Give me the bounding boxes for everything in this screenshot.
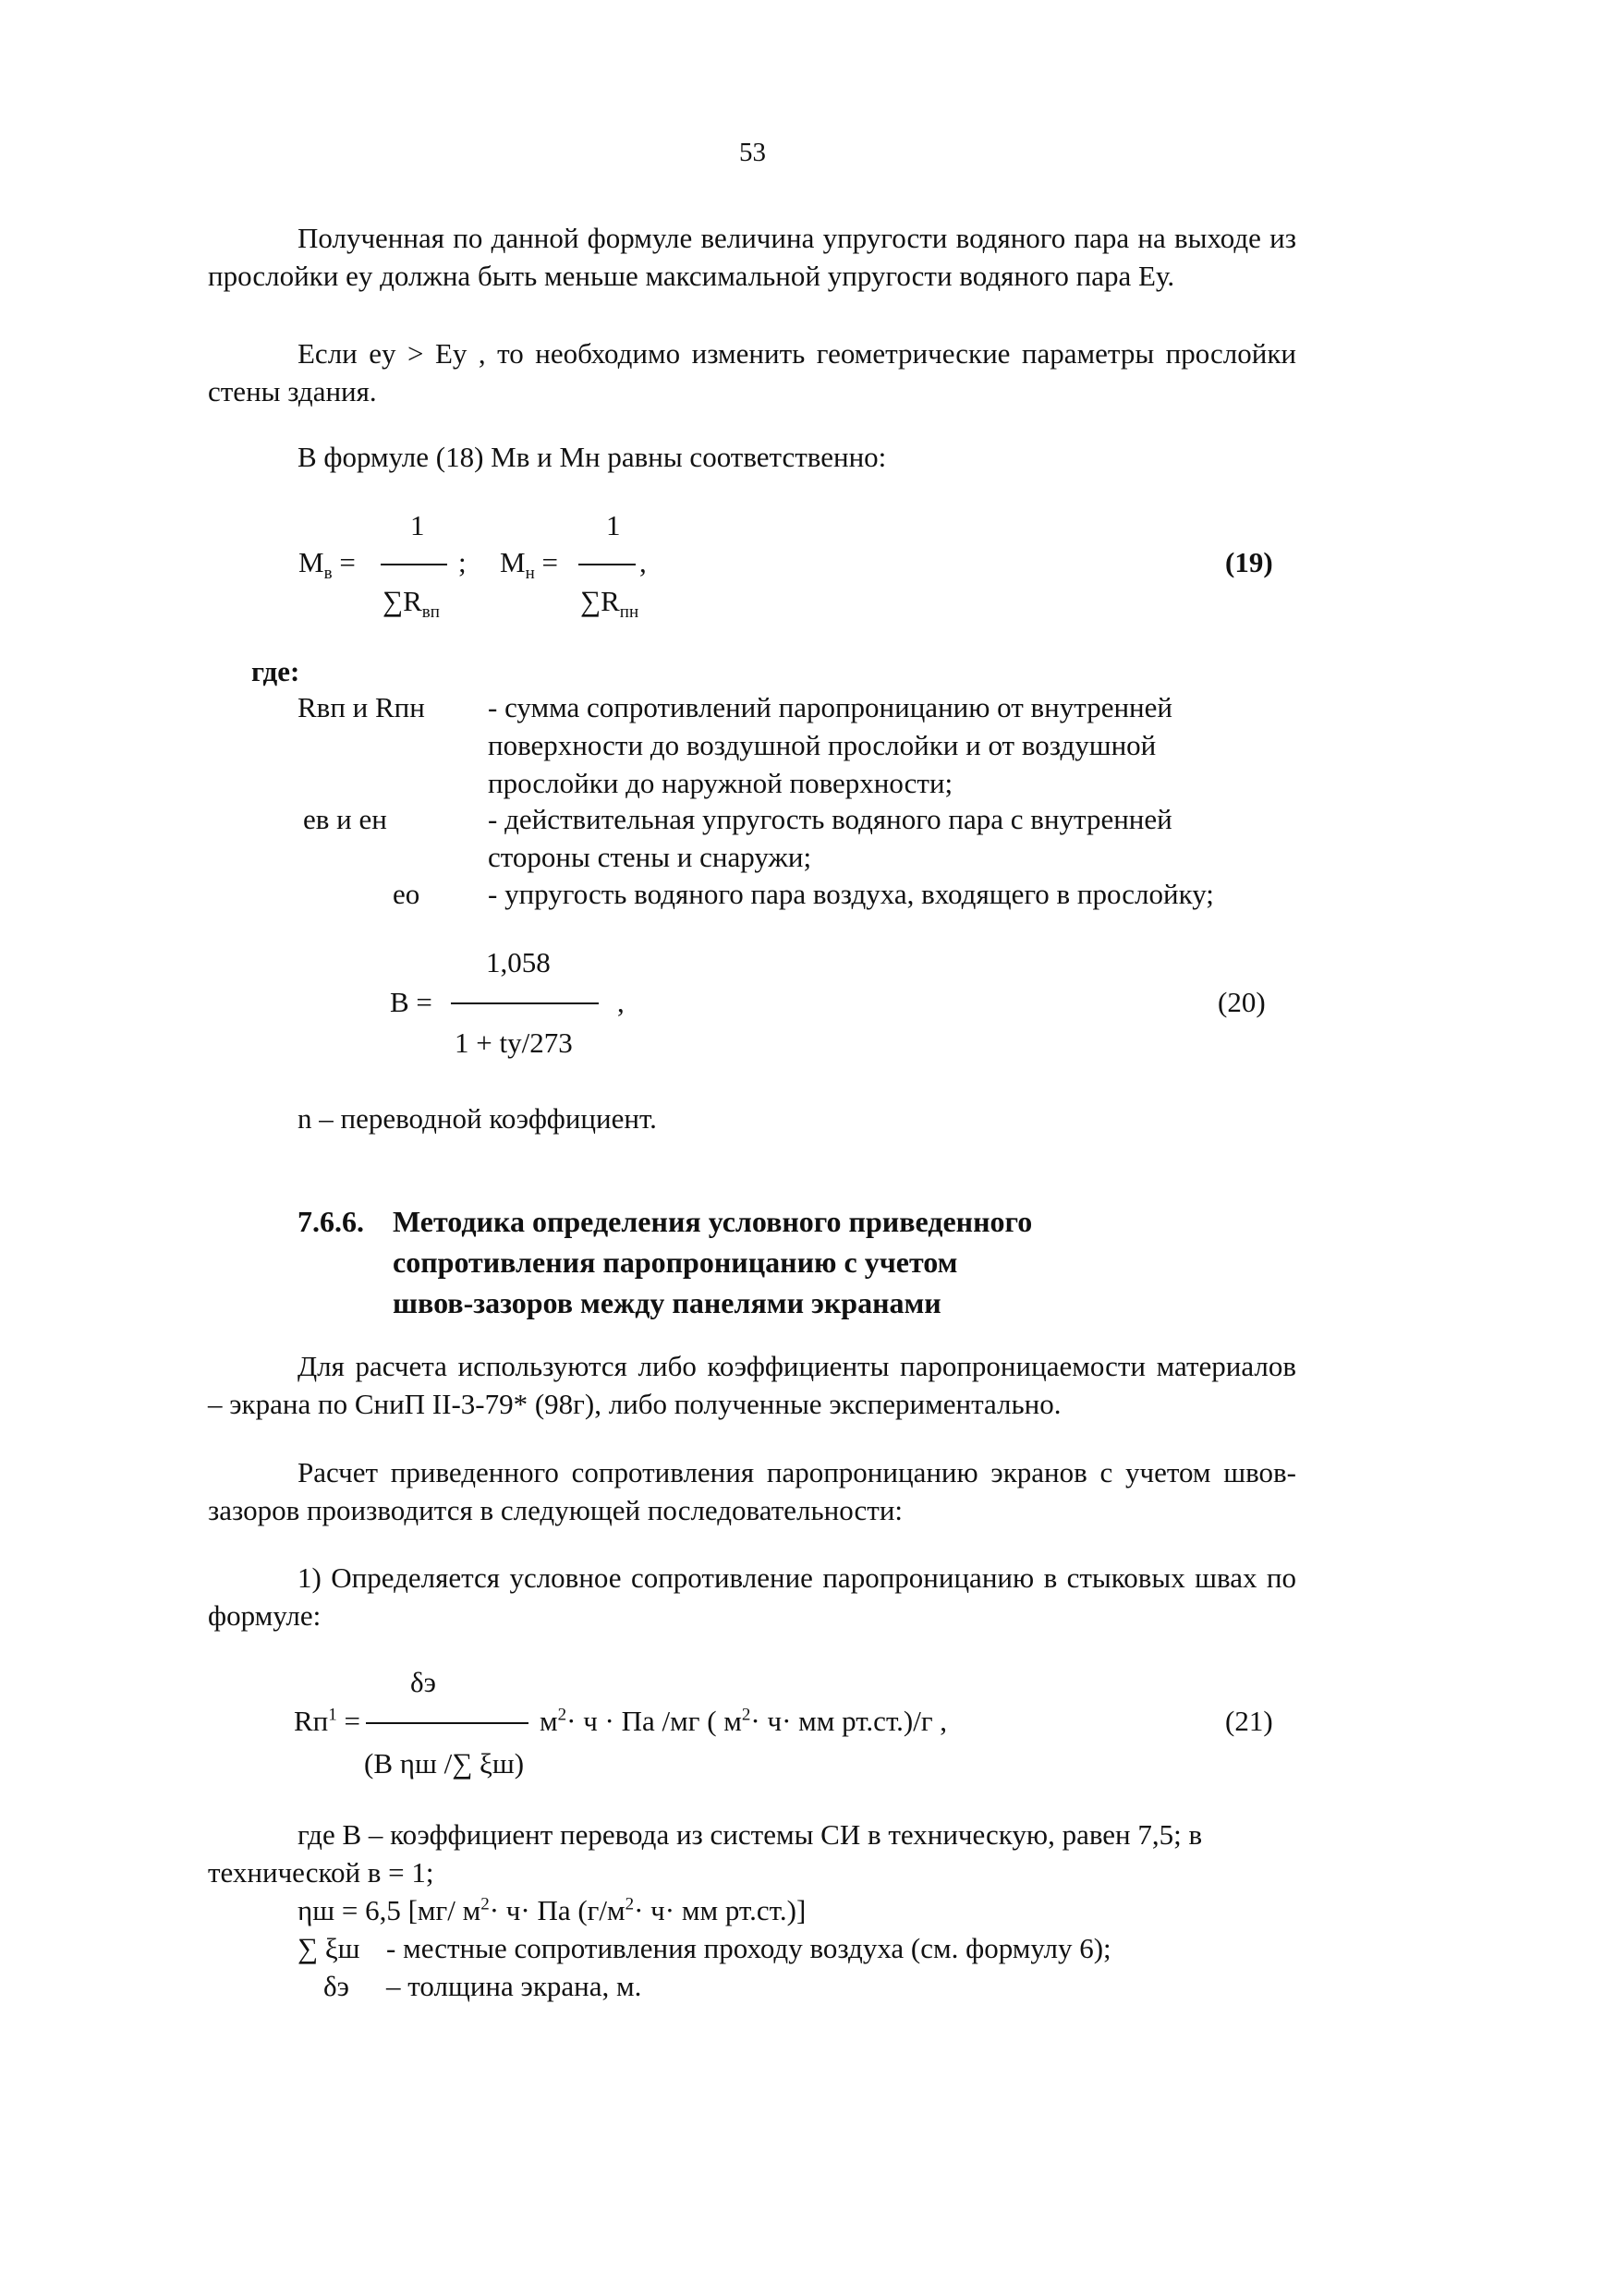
eq20-numerator: 1,058 <box>486 946 551 978</box>
eq19-numerator-1: 1 <box>410 509 425 541</box>
eq20-number: (20) <box>1218 986 1266 1018</box>
eq20-fraction-bar <box>451 1002 599 1004</box>
def-term-r: Rвп и Rпн <box>298 691 425 723</box>
eq20-lhs: B = <box>390 986 432 1018</box>
paragraph-step-1: 1) Определяется условное сопротивление паропроницанию в стыковых швах по формуле: <box>208 1561 1296 1632</box>
where2-line-2: технической в = 1; <box>208 1856 434 1889</box>
paragraph-formula-18-intro: В формуле (18) Mв и Mн равны соответственно: <box>298 441 887 473</box>
where-label: где: <box>251 655 300 687</box>
eta-definition: ηш = 6,5 [мг/ $м^2\cdot ч\cdot$ Па ($г/м^2\cdot ч\cdot$ мм рт.ст.)] <box>298 1894 807 1926</box>
eq19-separator: ; <box>458 546 467 578</box>
paragraph-coefficients: Для расчета используются либо коэффициенты паропроницаемости материалов – экрана по СниП II-3-79* (98г), либо полученные экспериментально. <box>208 1350 1296 1420</box>
eq19-denominator-2: $\sum R_{пн}$ <box>580 585 639 623</box>
eq19-fraction-bar-1 <box>381 564 447 565</box>
eq21-lhs: $Rп^1$ = <box>294 1705 361 1737</box>
page-number: 53 <box>739 138 766 167</box>
xi-description: - местные сопротивления проходу воздуха (см. формулу 6); <box>386 1932 1111 1964</box>
eq19-lhs-1: $M_в$ = <box>298 546 356 584</box>
def-desc-e: - действительная упругость водяного пара с внутренней стороны стены и снаружи; <box>488 803 1172 873</box>
eq19-lhs-2: $M_н$ = <box>500 546 558 584</box>
eq21-denominator: (B ηш /∑ ξш) <box>364 1747 525 1780</box>
delta-term: δэ <box>323 1970 349 2002</box>
section-heading: Методика определения условного приведенного сопротивления паропроницанию с учетом швов-зазоров между панелями экранами <box>393 1205 1033 1319</box>
eq19-tail: , <box>639 546 647 578</box>
eq19-numerator-2: 1 <box>606 509 621 541</box>
def-desc-eo: - упругость водяного пара воздуха, входящего в прослойку; <box>488 878 1214 910</box>
xi-term: ∑ ξш <box>298 1932 360 1964</box>
paragraph-vapor-pressure: Полученная по данной формуле величина упругости водяного пара на выходе из прослойки eу должна быть меньше максимальной упругости водяного пара Eу. <box>208 222 1296 292</box>
eq19-denominator-1: $\sum R_{вп}$ <box>383 585 440 623</box>
where2-line-1: где B – коэффициент перевода из системы СИ в техническую, равен 7,5; в <box>298 1818 1203 1851</box>
paragraph-condition: Если eу > Eу , то необходимо изменить геометрические параметры прослойки стены здания. <box>208 337 1296 407</box>
eq19-fraction-bar-2 <box>578 564 636 565</box>
eq21-number: (21) <box>1225 1705 1273 1737</box>
eq21-numerator: δэ <box>410 1666 436 1698</box>
eq21-units: $м^2\cdot ч$ · Па /мг ( $м^2\cdot ч\cdot$ мм рт.ст.)/г , <box>540 1705 948 1737</box>
paragraph-calculation-order: Расчет приведенного сопротивления паропроницанию экранов с учетом швов-зазоров производится в следующей последовательности: <box>208 1456 1296 1526</box>
eq19-number: (19) <box>1225 546 1273 578</box>
eq21-fraction-bar <box>366 1722 528 1724</box>
def-desc-r: - сумма сопротивлений паропроницанию от внутренней поверхности до воздушной прослойки и от воздушной прослойки до наружной поверхности; <box>488 691 1172 799</box>
def-term-eo: eо <box>393 878 420 910</box>
n-definition: n – переводной коэффициент. <box>298 1102 657 1135</box>
eq20-denominator: 1 + tу/273 <box>455 1027 573 1059</box>
section-number: 7.6.6. <box>298 1205 364 1238</box>
def-term-e: eв и eн <box>303 803 387 835</box>
delta-description: – толщина экрана, м. <box>386 1970 642 2002</box>
eq20-tail: , <box>617 986 625 1018</box>
